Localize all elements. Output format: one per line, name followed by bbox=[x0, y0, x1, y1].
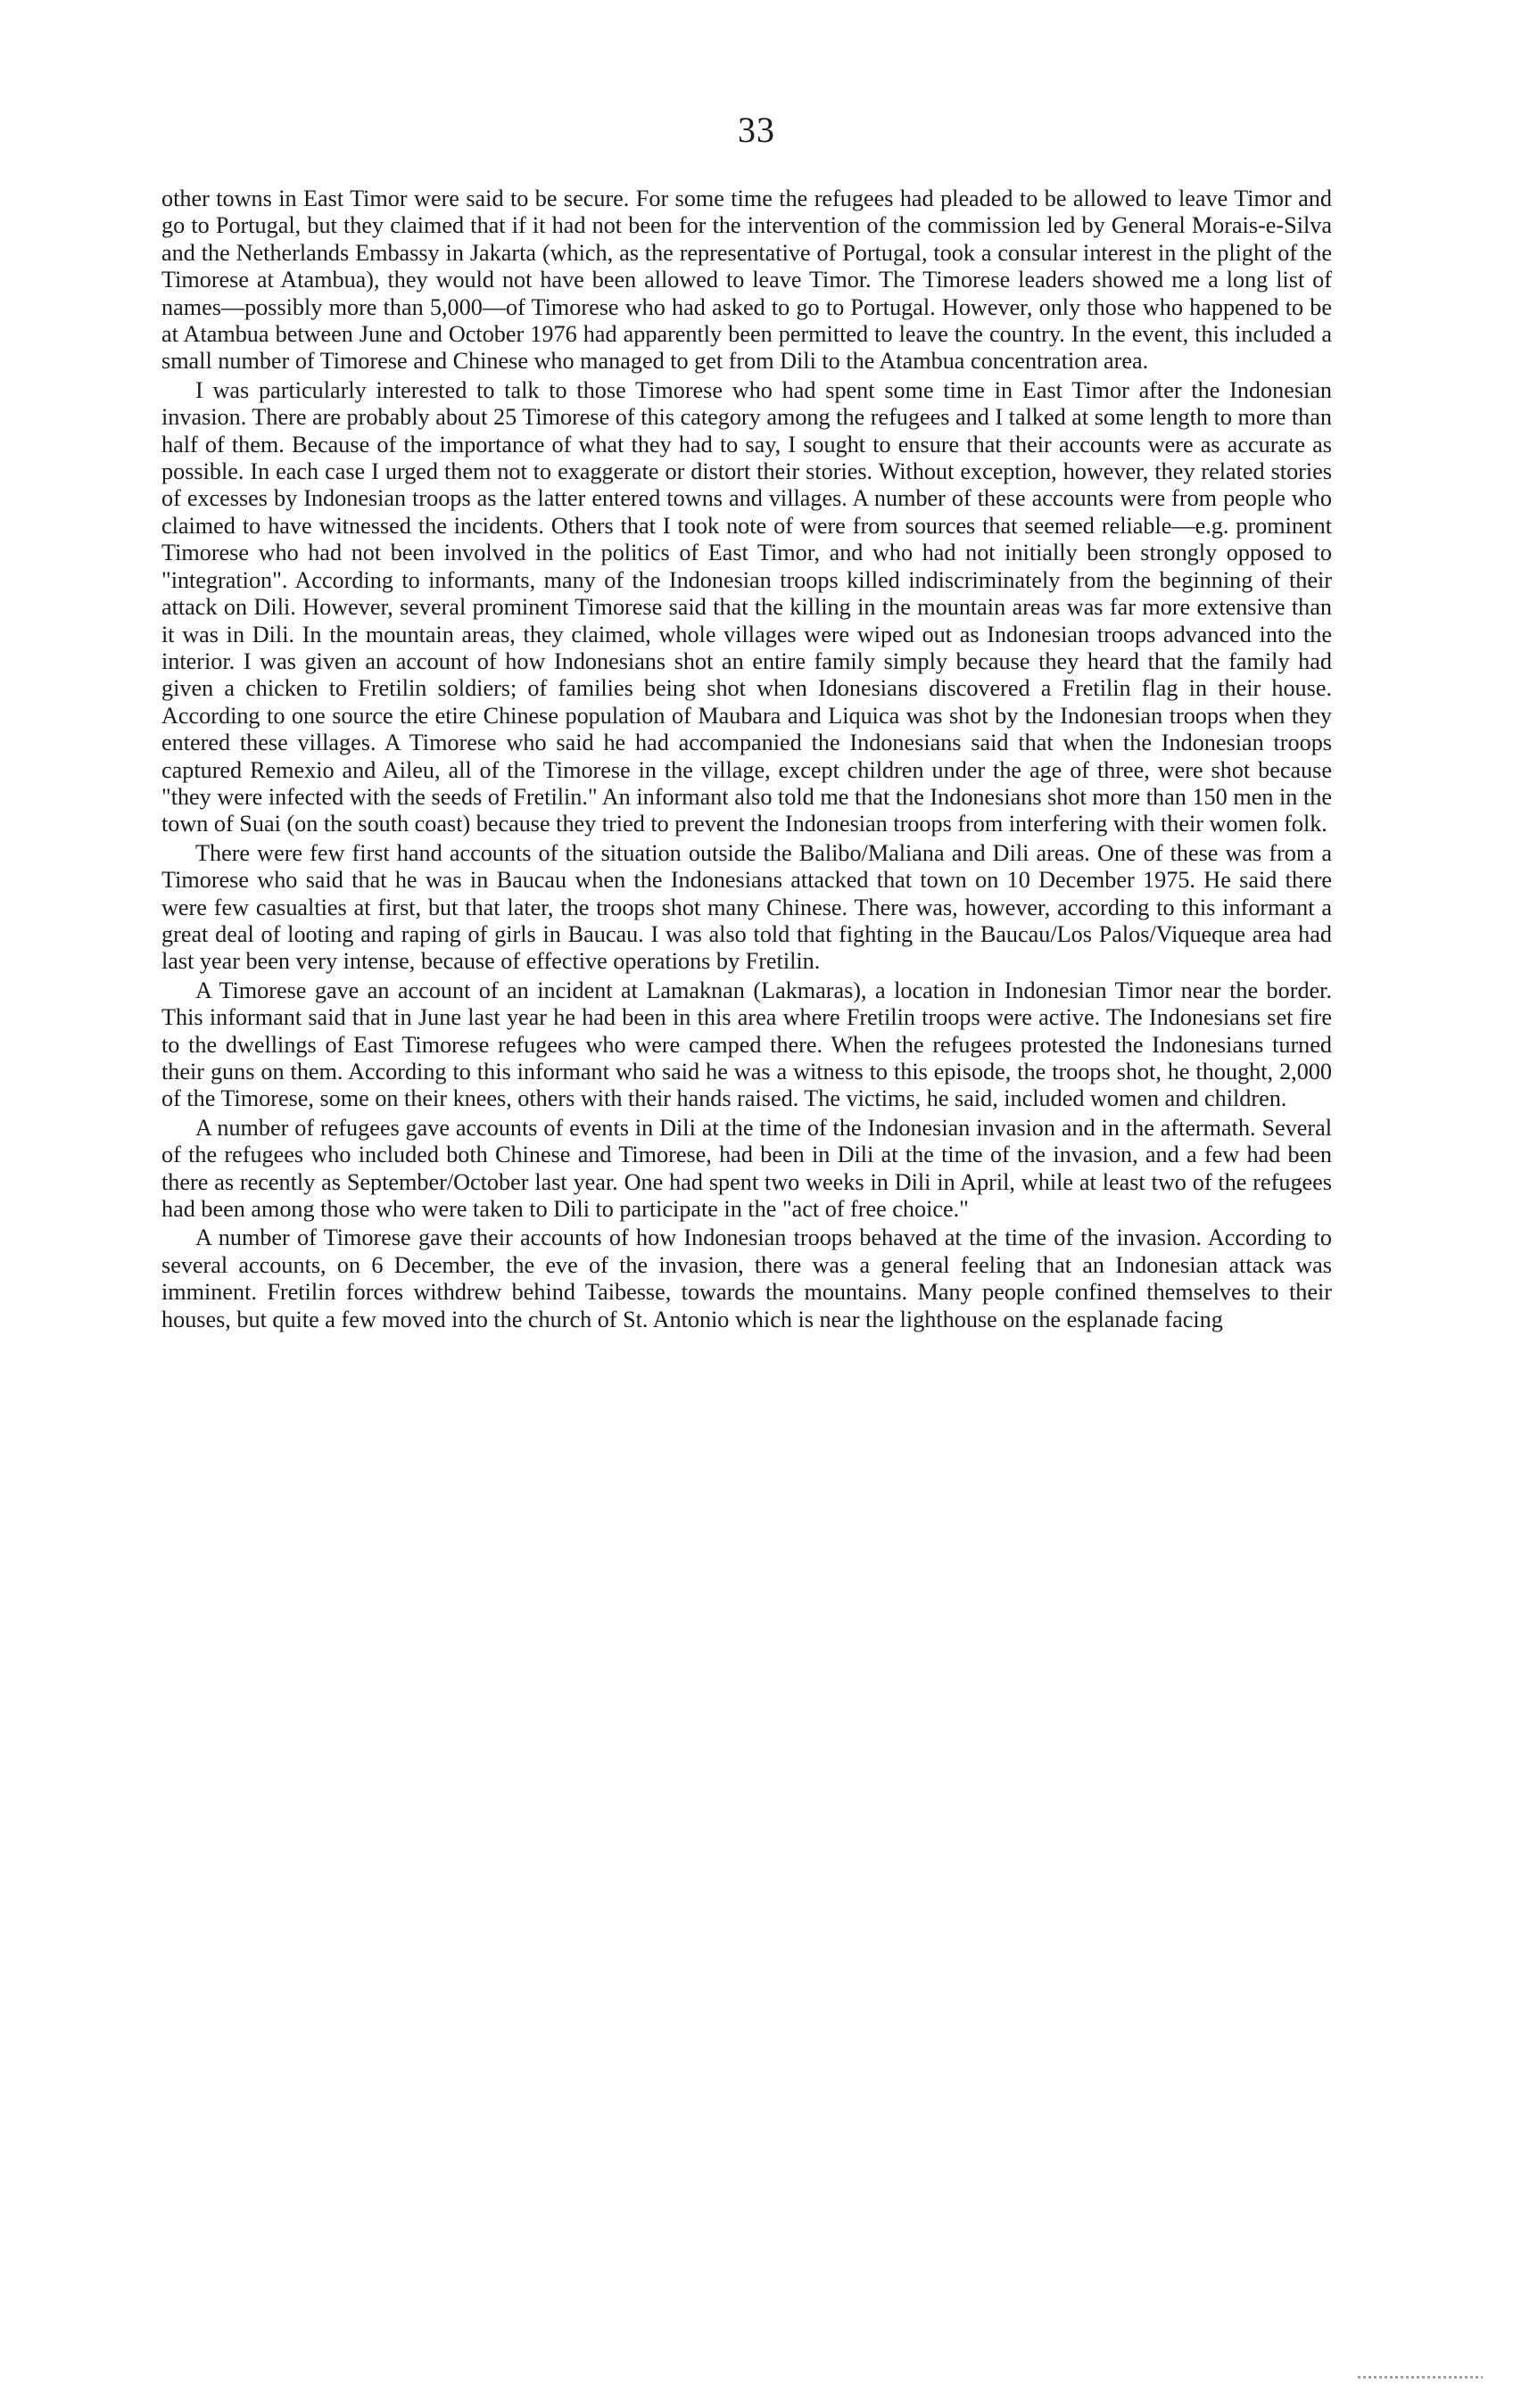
body-text bbox=[161, 186, 1332, 1333]
paragraph: I was particularly interested to talk to those Timorese who had spent some time in East Timor after the Indonesian invasion. There are probably about 25 Timorese of this category among the refugees and I talked at some length to more than half of them. Because of the importance of what they had to say, I sought to ensure that their accounts were as accurate as possible. In each case I urged them not to exaggerate or distort their stories. Without exception, however, they related stories of excesses by Indonesian troops as the latter entered towns and villages. A number of these accounts were from people who claimed to have witnessed the incidents. Others that I took note of were from sources that seemed reliable—e.g. prominent Timorese who had not been involved in the politics of East Timor, and who had not initially been strongly opposed to "integration". According to informants, many of the Indonesian troops killed indiscriminately from the beginning of their attack on Dili. However, several prominent Timorese said that the killing in the mountain areas was far more extensive than it was in Dili. In the mountain areas, they claimed, whole villages were wiped out as Indonesian troops advanced into the interior. I was given an account of how Indonesians shot an entire family simply because they heard that the family had given a chicken to Fretilin soldiers; of families being shot when Idonesians discovered a Fretilin flag in their house. According to one source the etire Chinese population of Maubara and Liquica was shot by the Indonesian troops when they entered these villages. A Timorese who said he had accompanied the Indonesians said that when the Indonesian troops captured Remexio and Aileu, all of the Timorese in the village, except children under the age of three, were shot because "they were infected with the seeds of Fretilin." An informant also told me that the Indonesians shot more than 150 men in the town of Suai (on the south coast) because they tried to prevent the Indonesian troops from interfering with their women folk. bbox=[161, 376, 1332, 837]
paragraph-continued: other towns in East Timor were said to be secure. For some time the refugees had pleaded to be allowed to leave Timor and go to Portugal, but they claimed that if it had not been for the intervention of the commission led by General Morais-e-Silva and the Netherlands Embassy in Jakarta (which, as the representative of Portugal, took a consular interest in the plight of the Timorese at Atambua), they would not have been allowed to leave Timor. The Timorese leaders showed me a long list of names—possibly more than 5,000—of Timorese who had asked to go to Portugal. However, only those who happened to be at Atambua between June and October 1976 had apparently been permitted to leave the country. In the event, this included a small number of Timorese and Chinese who managed to get from Dili to the Atambua concentration area. bbox=[161, 186, 1332, 375]
paragraph: A Timorese gave an account of an incident at Lamaknan (Lakmaras), a location in Indonesian Timor near the border. This informant said that in June last year he had been in this area where Fretilin troops were active. The Indonesians set fire to the dwellings of East Timorese refugees who were camped there. When the refugees protested the Indonesians turned their guns on them. According to this informant who said he was a witness to this episode, the troops shot, he thought, 2,000 of the Timorese, some on their knees, others with their hands raised. The victims, he said, included women and children. bbox=[161, 977, 1332, 1112]
page-number: 33 bbox=[738, 110, 775, 150]
paragraph: A number of Timorese gave their accounts of how Indonesian troops behaved at the time of the invasion. According to several accounts, on 6 December, the eve of the invasion, there was a general feeling that an Indonesian attack was imminent. Fretilin forces withdrew behind Taibesse, towards the mountains. Many people confined themselves to their houses, but quite a few moved into the church of St. Antonio which is near the lighthouse on the esplanade facing bbox=[161, 1225, 1332, 1332]
paragraph: A number of refugees gave accounts of events in Dili at the time of the Indonesian invasion and in the aftermath. Several of the refugees who included both Chinese and Timorese, had been in Dili at the time of the invasion, and a few had been there as recently as September/October last year. One had spent two weeks in Dili in April, while at least two of the refugees had been among those who were taken to Dili to participate in the "act of free choice." bbox=[161, 1114, 1332, 1223]
scan-edge-mark bbox=[1358, 2376, 1483, 2379]
paragraph: There were few first hand accounts of the situation outside the Balibo/Maliana and Dili areas. One of these was from a Timorese who said that he was in Baucau when the Indonesians attacked that town on 10 December 1975. He said there were few casualties at first, but that later, the troops shot many Chinese. There was, however, according to this informant a great deal of looting and raping of girls in Baucau. I was also told that fighting in the Baucau/Los Palos/Viqueque area had last year been very intense, because of effective operations by Fretilin. bbox=[161, 839, 1332, 975]
